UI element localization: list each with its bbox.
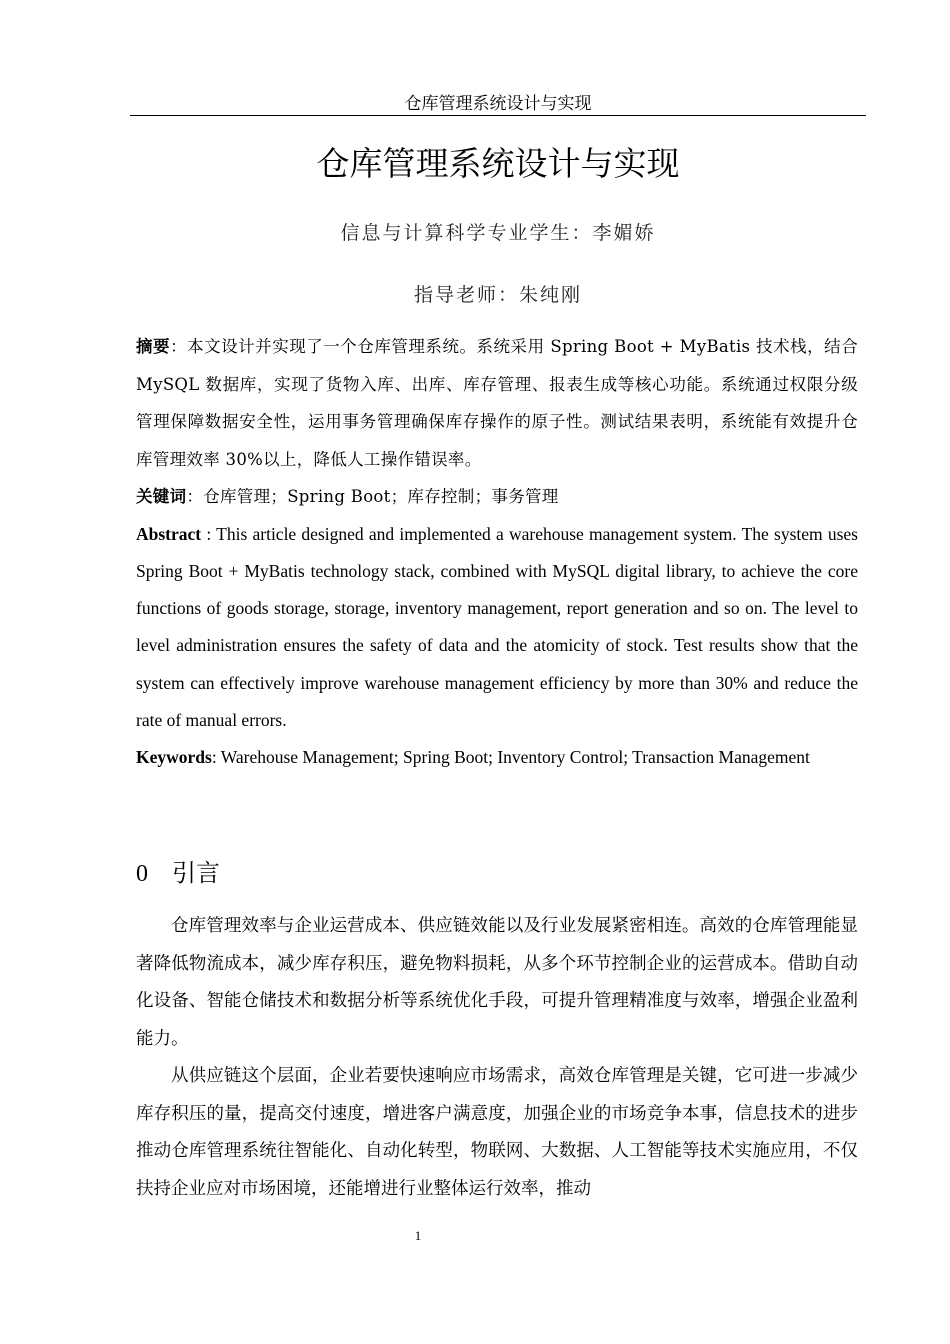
- keywords-en: [136, 739, 858, 776]
- section-heading: [136, 856, 220, 891]
- abstract-en-text: : This article designed and implemented a warehouse management system. The system uses Spring Boot + MyBatis technology stack, combined with MySQL digital library, to achieve the core functions of goods storage, storage, inventory management, report generation and so on. The level to level administration ensures the safety of data and the atomicity of stock. Test results show that the system can effectively improve warehouse management efficiency by more than 30% and reduce the rate of manual errors.: [136, 523, 858, 730]
- keywords-zh: [136, 478, 858, 516]
- abstract-en: [136, 516, 858, 740]
- keywords-zh-label: 关键词: [136, 487, 187, 506]
- advisor-line: 指导老师：朱纯刚: [413, 284, 582, 306]
- author-line: 信息与计算科学专业学生：李媚娇: [340, 222, 656, 244]
- page-number: 1: [414, 1228, 422, 1243]
- section-number: 0: [136, 861, 148, 887]
- section-title: 引言: [172, 859, 220, 887]
- abstract-zh-text: ：本文设计并实现了一个仓库管理系统。系统采用 Spring Boot + MyBatis 技术栈，结合 MySQL 数据库，实现了货物入库、出库、库存管理、报表生成等核心功能。系统通过权限分级管理保障数据安全性，运用事务管理确保库存操作的原子性。测试结果表明，系统能有效提升仓库管理效率 30%以上，降低人工操作错误率。: [136, 337, 858, 469]
- keywords-en-label: Keywords: [136, 747, 212, 768]
- keywords-en-text: : Warehouse Management; Spring Boot; Inventory Control; Transaction Management: [211, 747, 810, 768]
- abstract-en-label: Abstract: [136, 523, 202, 544]
- running-header: 仓库管理系统设计与实现: [404, 94, 592, 114]
- abstract-zh: [136, 328, 858, 478]
- header-rule: [130, 115, 866, 116]
- abstract-zh-label: 摘要: [136, 337, 171, 356]
- keywords-zh-text: ：仓库管理；Spring Boot；库存控制；事务管理: [186, 487, 559, 506]
- section-body: [136, 908, 858, 1208]
- paper-title: 仓库管理系统设计与实现: [316, 144, 680, 183]
- body-paragraph: 仓库管理效率与企业运营成本、供应链效能以及行业发展紧密相连。高效的仓库管理能显著降低物流成本，减少库存积压，避免物料损耗，从多个环节控制企业的运营成本。借助自动化设备、智能仓储技术和数据分析等系统优化手段，可提升管理精准度与效率，增强企业盈利能力。: [136, 916, 858, 1049]
- abstract-block: [136, 328, 858, 777]
- body-paragraph: 从供应链这个层面，企业若要快速响应市场需求，高效仓库管理是关键，它可进一步减少库存积压的量，提高交付速度，增进客户满意度，加强企业的市场竞争本事，信息技术的进步推动仓库管理系统往智能化、自动化转型，物联网、大数据、人工智能等技术实施应用，不仅扶持企业应对市场困境，还能增进行业整体运行效率，推动: [136, 1066, 858, 1199]
